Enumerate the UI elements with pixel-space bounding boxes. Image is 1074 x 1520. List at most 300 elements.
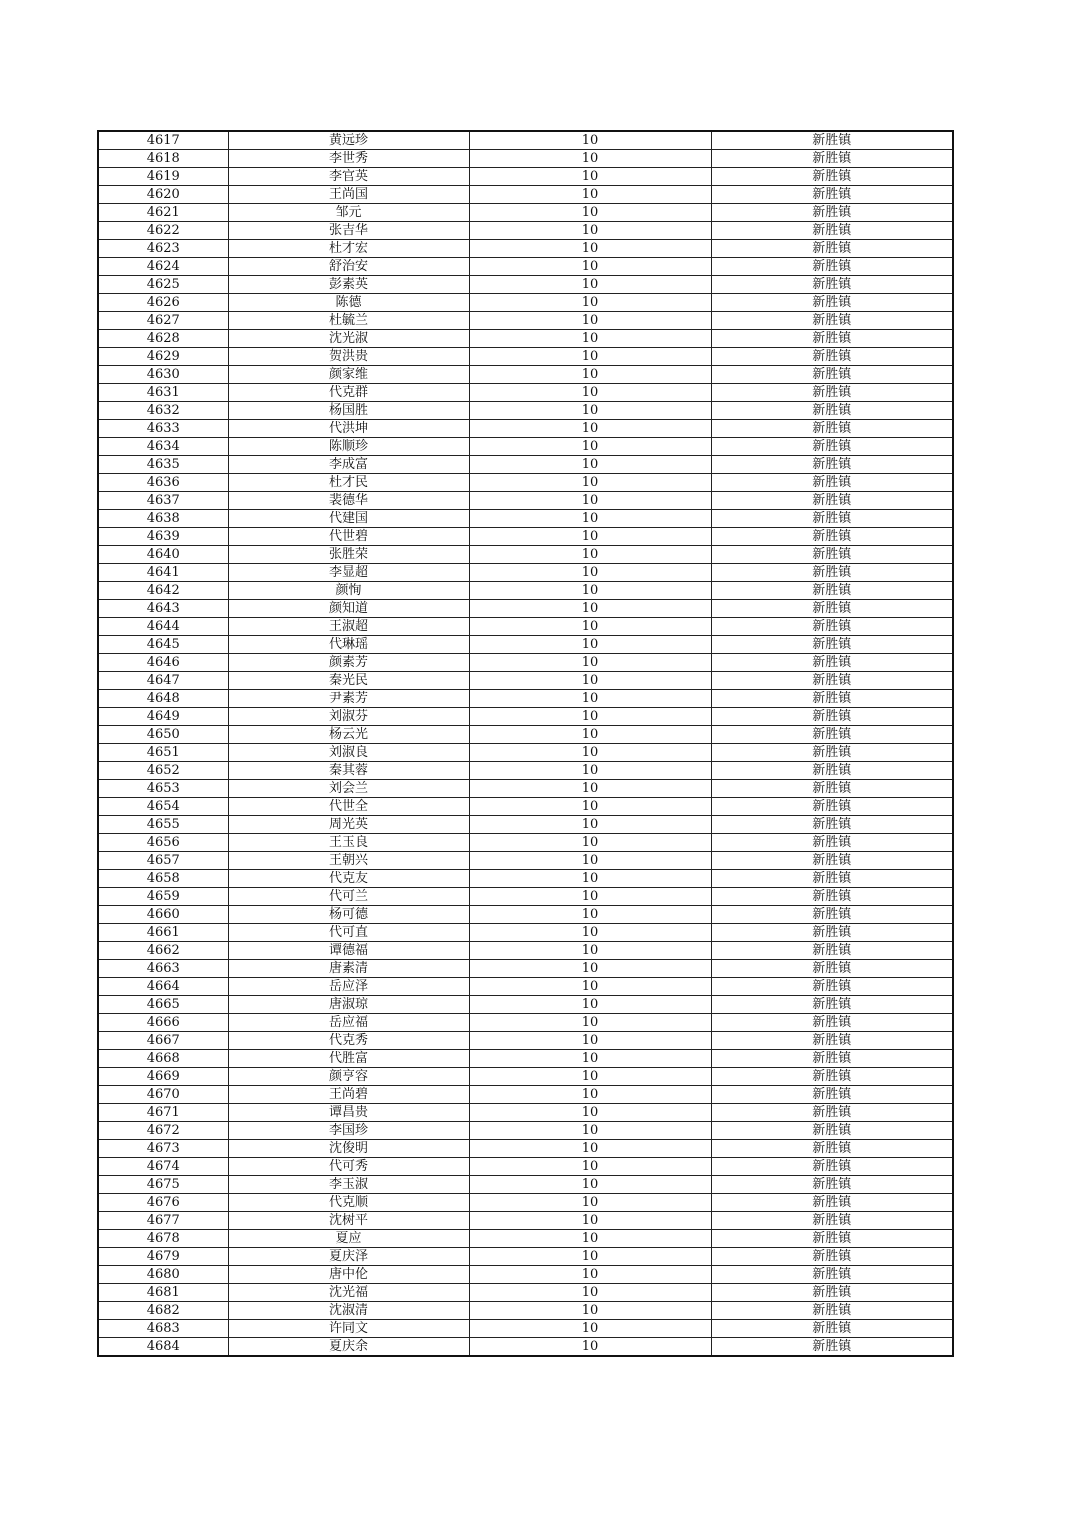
town-cell: 新胜镇: [711, 1122, 953, 1140]
name-cell: 岳应福: [228, 1014, 469, 1032]
town-cell: 新胜镇: [711, 654, 953, 672]
table-row: [98, 1320, 953, 1338]
town-cell: 新胜镇: [711, 1068, 953, 1086]
amount-cell: 10: [469, 978, 711, 996]
name-cell: 岳应泽: [228, 978, 469, 996]
table-row: [98, 942, 953, 960]
row-number-cell: 4680: [98, 1266, 228, 1284]
table-row: [98, 582, 953, 600]
table-row: [98, 564, 953, 582]
amount-cell: 10: [469, 204, 711, 222]
amount-cell: 10: [469, 1230, 711, 1248]
table-row: [98, 1086, 953, 1104]
amount-cell: 10: [469, 1050, 711, 1068]
row-number-cell: 4621: [98, 204, 228, 222]
row-number-cell: 4620: [98, 186, 228, 204]
amount-cell: 10: [469, 852, 711, 870]
table-row: [98, 834, 953, 852]
name-cell: 尹素芳: [228, 690, 469, 708]
table-row: [98, 546, 953, 564]
row-number-cell: 4627: [98, 312, 228, 330]
amount-cell: 10: [469, 528, 711, 546]
amount-cell: 10: [469, 1194, 711, 1212]
table-row: [98, 1032, 953, 1050]
table-row: [98, 438, 953, 456]
amount-cell: 10: [469, 186, 711, 204]
name-cell: 刘淑芬: [228, 708, 469, 726]
row-number-cell: 4664: [98, 978, 228, 996]
amount-cell: 10: [469, 294, 711, 312]
table-row: [98, 960, 953, 978]
table-row: [98, 150, 953, 168]
town-cell: 新胜镇: [711, 834, 953, 852]
amount-cell: 10: [469, 744, 711, 762]
amount-cell: 10: [469, 1338, 711, 1357]
town-cell: 新胜镇: [711, 1158, 953, 1176]
amount-cell: 10: [469, 1122, 711, 1140]
name-cell: 贺洪贵: [228, 348, 469, 366]
town-cell: 新胜镇: [711, 204, 953, 222]
name-cell: 代洪坤: [228, 420, 469, 438]
town-cell: 新胜镇: [711, 978, 953, 996]
row-number-cell: 4618: [98, 150, 228, 168]
amount-cell: 10: [469, 438, 711, 456]
row-number-cell: 4633: [98, 420, 228, 438]
table-row: [98, 978, 953, 996]
table-row: [98, 528, 953, 546]
name-cell: 唐中伦: [228, 1266, 469, 1284]
town-cell: 新胜镇: [711, 186, 953, 204]
town-cell: 新胜镇: [711, 1266, 953, 1284]
name-cell: 谭昌贵: [228, 1104, 469, 1122]
row-number-cell: 4659: [98, 888, 228, 906]
town-cell: 新胜镇: [711, 1338, 953, 1357]
town-cell: 新胜镇: [711, 1104, 953, 1122]
table-row: [98, 762, 953, 780]
amount-cell: 10: [469, 1248, 711, 1266]
name-cell: 李成富: [228, 456, 469, 474]
amount-cell: 10: [469, 492, 711, 510]
town-cell: 新胜镇: [711, 816, 953, 834]
table-row: [98, 420, 953, 438]
town-cell: 新胜镇: [711, 1212, 953, 1230]
amount-cell: 10: [469, 780, 711, 798]
town-cell: 新胜镇: [711, 312, 953, 330]
name-cell: 李官英: [228, 168, 469, 186]
table-row: [98, 1014, 953, 1032]
town-cell: 新胜镇: [711, 294, 953, 312]
town-cell: 新胜镇: [711, 474, 953, 492]
table-row: [98, 456, 953, 474]
amount-cell: 10: [469, 906, 711, 924]
amount-cell: 10: [469, 636, 711, 654]
row-number-cell: 4623: [98, 240, 228, 258]
row-number-cell: 4681: [98, 1284, 228, 1302]
amount-cell: 10: [469, 1266, 711, 1284]
town-cell: 新胜镇: [711, 456, 953, 474]
row-number-cell: 4632: [98, 402, 228, 420]
row-number-cell: 4630: [98, 366, 228, 384]
town-cell: 新胜镇: [711, 1248, 953, 1266]
table-row: [98, 690, 953, 708]
name-cell: 代世碧: [228, 528, 469, 546]
name-cell: 王玉良: [228, 834, 469, 852]
amount-cell: 10: [469, 366, 711, 384]
name-cell: 夏庆泽: [228, 1248, 469, 1266]
table-row: [98, 618, 953, 636]
row-number-cell: 4651: [98, 744, 228, 762]
row-number-cell: 4629: [98, 348, 228, 366]
table-row: [98, 798, 953, 816]
row-number-cell: 4672: [98, 1122, 228, 1140]
town-cell: 新胜镇: [711, 996, 953, 1014]
town-cell: 新胜镇: [711, 888, 953, 906]
row-number-cell: 4667: [98, 1032, 228, 1050]
table-row: [98, 888, 953, 906]
amount-cell: 10: [469, 1086, 711, 1104]
amount-cell: 10: [469, 510, 711, 528]
name-cell: 杜才民: [228, 474, 469, 492]
table-row: [98, 348, 953, 366]
table-row: [98, 240, 953, 258]
name-cell: 许同文: [228, 1320, 469, 1338]
town-cell: 新胜镇: [711, 636, 953, 654]
name-cell: 陈顺珍: [228, 438, 469, 456]
name-cell: 颜素芳: [228, 654, 469, 672]
row-number-cell: 4674: [98, 1158, 228, 1176]
table-row: [98, 474, 953, 492]
table-row: [98, 402, 953, 420]
amount-cell: 10: [469, 1068, 711, 1086]
row-number-cell: 4684: [98, 1338, 228, 1357]
row-number-cell: 4666: [98, 1014, 228, 1032]
table-row: [98, 384, 953, 402]
table-row: [98, 870, 953, 888]
roster-table-body: [98, 131, 953, 1356]
amount-cell: 10: [469, 960, 711, 978]
amount-cell: 10: [469, 312, 711, 330]
town-cell: 新胜镇: [711, 1320, 953, 1338]
amount-cell: 10: [469, 708, 711, 726]
row-number-cell: 4670: [98, 1086, 228, 1104]
table-row: [98, 1158, 953, 1176]
amount-cell: 10: [469, 834, 711, 852]
name-cell: 代克秀: [228, 1032, 469, 1050]
amount-cell: 10: [469, 924, 711, 942]
row-number-cell: 4628: [98, 330, 228, 348]
row-number-cell: 4653: [98, 780, 228, 798]
row-number-cell: 4637: [98, 492, 228, 510]
row-number-cell: 4669: [98, 1068, 228, 1086]
town-cell: 新胜镇: [711, 150, 953, 168]
table-row: [98, 1248, 953, 1266]
row-number-cell: 4644: [98, 618, 228, 636]
town-cell: 新胜镇: [711, 1230, 953, 1248]
town-cell: 新胜镇: [711, 131, 953, 150]
name-cell: 代可直: [228, 924, 469, 942]
town-cell: 新胜镇: [711, 960, 953, 978]
row-number-cell: 4638: [98, 510, 228, 528]
name-cell: 沈光福: [228, 1284, 469, 1302]
town-cell: 新胜镇: [711, 1176, 953, 1194]
amount-cell: 10: [469, 726, 711, 744]
row-number-cell: 4657: [98, 852, 228, 870]
amount-cell: 10: [469, 222, 711, 240]
town-cell: 新胜镇: [711, 402, 953, 420]
name-cell: 王尚碧: [228, 1086, 469, 1104]
table-row: [98, 924, 953, 942]
town-cell: 新胜镇: [711, 546, 953, 564]
table-row: [98, 1302, 953, 1320]
table-row: [98, 708, 953, 726]
table-row: [98, 1212, 953, 1230]
amount-cell: 10: [469, 276, 711, 294]
amount-cell: 10: [469, 798, 711, 816]
table-row: [98, 1050, 953, 1068]
town-cell: 新胜镇: [711, 330, 953, 348]
name-cell: 周光英: [228, 816, 469, 834]
name-cell: 王淑超: [228, 618, 469, 636]
row-number-cell: 4647: [98, 672, 228, 690]
table-row: [98, 168, 953, 186]
town-cell: 新胜镇: [711, 780, 953, 798]
name-cell: 陈德: [228, 294, 469, 312]
row-number-cell: 4656: [98, 834, 228, 852]
name-cell: 秦光民: [228, 672, 469, 690]
name-cell: 王朝兴: [228, 852, 469, 870]
town-cell: 新胜镇: [711, 1050, 953, 1068]
amount-cell: 10: [469, 1320, 711, 1338]
table-row: [98, 636, 953, 654]
amount-cell: 10: [469, 690, 711, 708]
table-row: [98, 744, 953, 762]
town-cell: 新胜镇: [711, 492, 953, 510]
amount-cell: 10: [469, 942, 711, 960]
town-cell: 新胜镇: [711, 744, 953, 762]
name-cell: 沈俊明: [228, 1140, 469, 1158]
row-number-cell: 4650: [98, 726, 228, 744]
amount-cell: 10: [469, 1212, 711, 1230]
name-cell: 颜恂: [228, 582, 469, 600]
town-cell: 新胜镇: [711, 168, 953, 186]
table-row: [98, 131, 953, 150]
name-cell: 彭素英: [228, 276, 469, 294]
table-row: [98, 510, 953, 528]
name-cell: 王尚国: [228, 186, 469, 204]
name-cell: 秦其蓉: [228, 762, 469, 780]
town-cell: 新胜镇: [711, 1086, 953, 1104]
row-number-cell: 4683: [98, 1320, 228, 1338]
table-row: [98, 1284, 953, 1302]
amount-cell: 10: [469, 1140, 711, 1158]
amount-cell: 10: [469, 474, 711, 492]
table-row: [98, 366, 953, 384]
table-row: [98, 1140, 953, 1158]
amount-cell: 10: [469, 1104, 711, 1122]
row-number-cell: 4641: [98, 564, 228, 582]
table-row: [98, 312, 953, 330]
amount-cell: 10: [469, 420, 711, 438]
table-row: [98, 1068, 953, 1086]
row-number-cell: 4673: [98, 1140, 228, 1158]
town-cell: 新胜镇: [711, 726, 953, 744]
name-cell: 颜亨容: [228, 1068, 469, 1086]
amount-cell: 10: [469, 456, 711, 474]
row-number-cell: 4645: [98, 636, 228, 654]
amount-cell: 10: [469, 240, 711, 258]
name-cell: 杨云光: [228, 726, 469, 744]
town-cell: 新胜镇: [711, 1140, 953, 1158]
town-cell: 新胜镇: [711, 276, 953, 294]
table-row: [98, 600, 953, 618]
amount-cell: 10: [469, 996, 711, 1014]
town-cell: 新胜镇: [711, 906, 953, 924]
name-cell: 黄远珍: [228, 131, 469, 150]
name-cell: 刘会兰: [228, 780, 469, 798]
name-cell: 舒治安: [228, 258, 469, 276]
table-row: [98, 996, 953, 1014]
row-number-cell: 4677: [98, 1212, 228, 1230]
row-number-cell: 4626: [98, 294, 228, 312]
amount-cell: 10: [469, 1014, 711, 1032]
amount-cell: 10: [469, 168, 711, 186]
row-number-cell: 4631: [98, 384, 228, 402]
town-cell: 新胜镇: [711, 924, 953, 942]
row-number-cell: 4624: [98, 258, 228, 276]
name-cell: 唐淑琼: [228, 996, 469, 1014]
table-row: [98, 906, 953, 924]
amount-cell: 10: [469, 1032, 711, 1050]
table-row: [98, 654, 953, 672]
amount-cell: 10: [469, 1176, 711, 1194]
name-cell: 代克顺: [228, 1194, 469, 1212]
town-cell: 新胜镇: [711, 1284, 953, 1302]
row-number-cell: 4639: [98, 528, 228, 546]
table-row: [98, 672, 953, 690]
table-row: [98, 276, 953, 294]
name-cell: 张吉华: [228, 222, 469, 240]
amount-cell: 10: [469, 384, 711, 402]
row-number-cell: 4665: [98, 996, 228, 1014]
row-number-cell: 4682: [98, 1302, 228, 1320]
name-cell: 杨可德: [228, 906, 469, 924]
name-cell: 代可兰: [228, 888, 469, 906]
row-number-cell: 4660: [98, 906, 228, 924]
row-number-cell: 4646: [98, 654, 228, 672]
amount-cell: 10: [469, 564, 711, 582]
name-cell: 裴德华: [228, 492, 469, 510]
amount-cell: 10: [469, 600, 711, 618]
name-cell: 邹元: [228, 204, 469, 222]
row-number-cell: 4662: [98, 942, 228, 960]
town-cell: 新胜镇: [711, 1302, 953, 1320]
name-cell: 李玉淑: [228, 1176, 469, 1194]
town-cell: 新胜镇: [711, 708, 953, 726]
town-cell: 新胜镇: [711, 1032, 953, 1050]
name-cell: 沈光淑: [228, 330, 469, 348]
amount-cell: 10: [469, 762, 711, 780]
town-cell: 新胜镇: [711, 222, 953, 240]
amount-cell: 10: [469, 402, 711, 420]
town-cell: 新胜镇: [711, 870, 953, 888]
town-cell: 新胜镇: [711, 240, 953, 258]
town-cell: 新胜镇: [711, 690, 953, 708]
town-cell: 新胜镇: [711, 672, 953, 690]
town-cell: 新胜镇: [711, 510, 953, 528]
name-cell: 代克友: [228, 870, 469, 888]
row-number-cell: 4678: [98, 1230, 228, 1248]
row-number-cell: 4642: [98, 582, 228, 600]
amount-cell: 10: [469, 1302, 711, 1320]
row-number-cell: 4679: [98, 1248, 228, 1266]
row-number-cell: 4661: [98, 924, 228, 942]
row-number-cell: 4663: [98, 960, 228, 978]
name-cell: 代胜富: [228, 1050, 469, 1068]
table-row: [98, 1230, 953, 1248]
row-number-cell: 4655: [98, 816, 228, 834]
name-cell: 代克群: [228, 384, 469, 402]
row-number-cell: 4643: [98, 600, 228, 618]
town-cell: 新胜镇: [711, 600, 953, 618]
row-number-cell: 4654: [98, 798, 228, 816]
town-cell: 新胜镇: [711, 618, 953, 636]
town-cell: 新胜镇: [711, 942, 953, 960]
row-number-cell: 4634: [98, 438, 228, 456]
name-cell: 谭德福: [228, 942, 469, 960]
town-cell: 新胜镇: [711, 258, 953, 276]
name-cell: 沈树平: [228, 1212, 469, 1230]
town-cell: 新胜镇: [711, 384, 953, 402]
row-number-cell: 4625: [98, 276, 228, 294]
name-cell: 唐素清: [228, 960, 469, 978]
town-cell: 新胜镇: [711, 420, 953, 438]
name-cell: 夏应: [228, 1230, 469, 1248]
row-number-cell: 4648: [98, 690, 228, 708]
town-cell: 新胜镇: [711, 1194, 953, 1212]
row-number-cell: 4640: [98, 546, 228, 564]
row-number-cell: 4658: [98, 870, 228, 888]
town-cell: 新胜镇: [711, 1014, 953, 1032]
name-cell: 杜才宏: [228, 240, 469, 258]
amount-cell: 10: [469, 1284, 711, 1302]
name-cell: 颜家维: [228, 366, 469, 384]
amount-cell: 10: [469, 150, 711, 168]
row-number-cell: 4636: [98, 474, 228, 492]
amount-cell: 10: [469, 816, 711, 834]
amount-cell: 10: [469, 1158, 711, 1176]
amount-cell: 10: [469, 618, 711, 636]
name-cell: 代琳瑶: [228, 636, 469, 654]
row-number-cell: 4619: [98, 168, 228, 186]
row-number-cell: 4617: [98, 131, 228, 150]
name-cell: 代可秀: [228, 1158, 469, 1176]
amount-cell: 10: [469, 546, 711, 564]
amount-cell: 10: [469, 582, 711, 600]
amount-cell: 10: [469, 870, 711, 888]
table-row: [98, 1266, 953, 1284]
table-row: [98, 330, 953, 348]
town-cell: 新胜镇: [711, 348, 953, 366]
amount-cell: 10: [469, 258, 711, 276]
town-cell: 新胜镇: [711, 582, 953, 600]
name-cell: 李显超: [228, 564, 469, 582]
row-number-cell: 4622: [98, 222, 228, 240]
town-cell: 新胜镇: [711, 528, 953, 546]
row-number-cell: 4635: [98, 456, 228, 474]
name-cell: 代建国: [228, 510, 469, 528]
name-cell: 李世秀: [228, 150, 469, 168]
town-cell: 新胜镇: [711, 852, 953, 870]
